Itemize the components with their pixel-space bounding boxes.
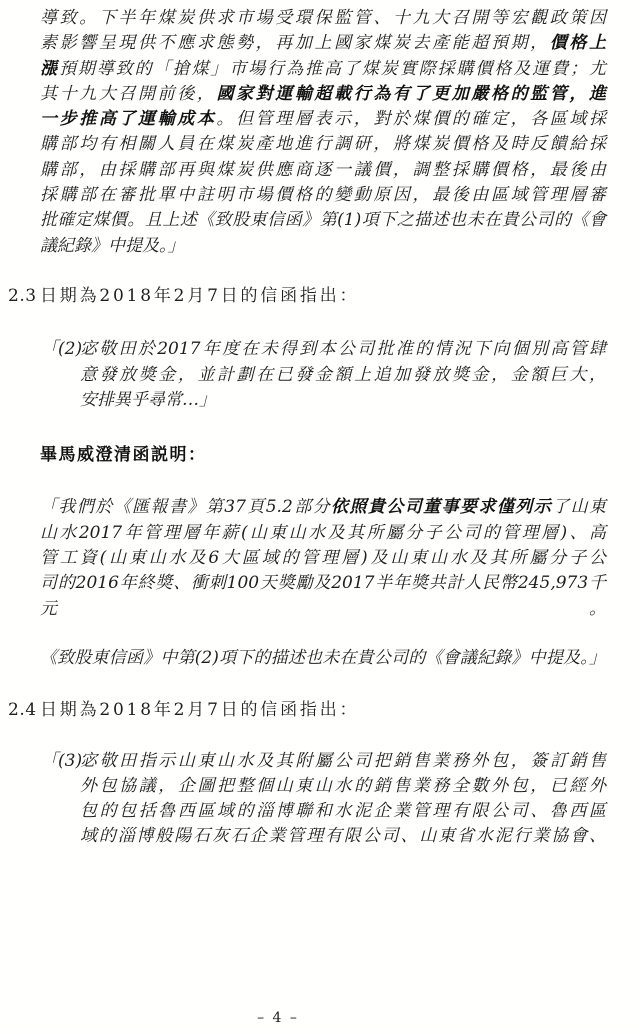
body-text: 導致。下半年煤炭供求市場受環保監管、十九大召開等宏觀政策因 bbox=[40, 8, 606, 28]
body-text: 預期導致的「搶煤」市場行為推高了煤炭實際採購價格及運費；尤 bbox=[58, 58, 607, 79]
text-line bbox=[40, 107, 606, 132]
quote-item-marker: 「(3) bbox=[41, 750, 83, 771]
body-text: 管工資(山東山水及6大區域的管理層)及山東山水及其所屬分子公 bbox=[40, 548, 606, 569]
kpmg-clarification-heading bbox=[40, 443, 606, 468]
body-text: 包的包括魯西區域的淄博聯和水泥企業管理有限公司、魯西區 bbox=[80, 801, 606, 822]
text-line bbox=[40, 234, 606, 259]
subheading-text: 畢馬威澄清函説明： bbox=[40, 445, 207, 466]
section-heading-text: 日期為2018年2月7日的信函指出： bbox=[40, 700, 360, 721]
section-number: 2.3 bbox=[8, 285, 37, 306]
kpmg-clarification-paragraph bbox=[40, 495, 606, 621]
text-line bbox=[40, 31, 606, 56]
body-text: 外包協議，企圖把整個山東山水的銷售業務全數外包，已經外 bbox=[80, 775, 606, 796]
text-line bbox=[80, 363, 606, 388]
letter-quote-item-2 bbox=[40, 337, 606, 413]
body-text: 購部，由採購部再與煤炭供應商逐一議價，調整採購價格，最後由 bbox=[40, 159, 606, 180]
text-line bbox=[40, 57, 606, 82]
text-line bbox=[40, 132, 606, 157]
section-heading-2-3 bbox=[8, 284, 606, 309]
body-text: 。但管理層表示，對於煤價的確定，各區域採 bbox=[216, 109, 607, 130]
text-line bbox=[40, 158, 606, 183]
section-heading-text: 日期為2018年2月7日的信函指出： bbox=[40, 285, 360, 306]
body-text: 議紀錄》中提及。」 bbox=[40, 235, 185, 256]
emphasized-text: 價格上 bbox=[549, 33, 607, 54]
body-text: 其十九大召開前後， bbox=[40, 83, 217, 104]
quote-item-marker: 「(2) bbox=[41, 339, 83, 360]
body-text: 域的淄博般陽石灰石企業管理有限公司、山東省水泥行業協會、 bbox=[80, 826, 606, 847]
body-text: 購部均有相關人員在煤炭產地進行調研，將煤炭價格及時反饋給採 bbox=[40, 134, 606, 155]
text-line bbox=[80, 824, 606, 849]
text-line bbox=[80, 337, 606, 362]
text-line bbox=[40, 82, 606, 107]
body-text: 採購部在審批單中註明市場價格的變動原因，最後由區域管理層審 bbox=[40, 185, 606, 206]
text-line bbox=[40, 546, 606, 571]
text-line bbox=[80, 388, 606, 413]
body-text: 安排異乎尋常…」 bbox=[80, 389, 216, 410]
emphasized-text: 一步推高了運輸成本 bbox=[40, 109, 217, 130]
section-number: 2.4 bbox=[8, 700, 37, 721]
text-line bbox=[80, 749, 606, 774]
text-line bbox=[40, 208, 606, 233]
emphasized-text: 依照貴公司董事要求僅列示 bbox=[331, 497, 553, 518]
text-line bbox=[40, 6, 606, 31]
body-text: 宓敬田於2017年度在未得到本公司批准的情況下向個別高管肆 bbox=[80, 339, 606, 360]
body-text: 了山東 bbox=[552, 497, 607, 518]
text-line bbox=[40, 521, 606, 546]
body-text: 宓敬田指示山東山水及其附屬公司把銷售業務外包，簽訂銷售 bbox=[80, 750, 606, 771]
item-2-not-in-minutes-note bbox=[40, 646, 606, 671]
emphasized-text: 漲 bbox=[40, 58, 59, 79]
body-text: 「我們於《匯報書》第37頁5.2部分 bbox=[40, 497, 332, 518]
body-text: 素影響呈現供不應求態勢，再加上國家煤炭去產能超預期， bbox=[40, 33, 550, 54]
text-line bbox=[40, 571, 606, 622]
text-line bbox=[80, 774, 606, 799]
body-text: 批確定煤價。且上述《致股東信函》第(1)項下之描述也未在貴公司的《會 bbox=[40, 210, 606, 231]
page-number: – 4 – bbox=[257, 1010, 299, 1026]
section-heading-2-4 bbox=[8, 698, 606, 723]
text-line bbox=[40, 646, 606, 671]
document-body bbox=[8, 0, 607, 850]
text-line bbox=[40, 495, 606, 520]
coal-price-explanation-paragraph bbox=[40, 6, 606, 259]
letter-quote-item-3 bbox=[40, 749, 606, 850]
text-line bbox=[80, 799, 606, 824]
body-text: 意發放獎金，並計劃在已發金額上追加發放獎金，金額巨大， bbox=[80, 364, 606, 385]
text-line bbox=[40, 183, 606, 208]
body-text: 山水2017年管理層年薪(山東山水及其所屬分子公司的管理層)、高 bbox=[40, 522, 606, 543]
body-text: 司的2016年終獎、衝刺100天獎勵及2017半年獎共計人民幣245,973千元。 bbox=[40, 573, 606, 619]
emphasized-text: 國家對運輸超載行為有了更加嚴格的監管，進 bbox=[216, 83, 607, 104]
body-text: 《致股東信函》中第(2)項下的描述也未在貴公司的《會議紀錄》中提及。」 bbox=[40, 647, 606, 668]
